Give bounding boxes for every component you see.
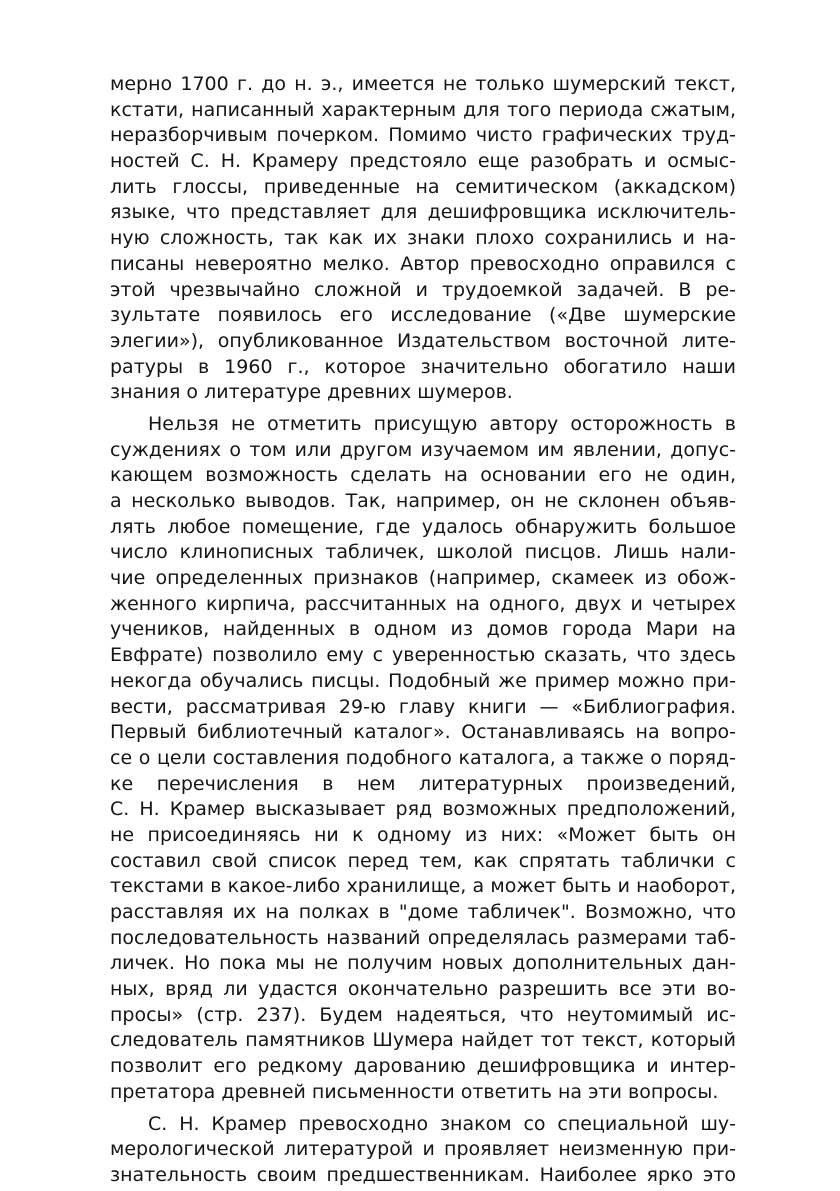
page-text xyxy=(110,72,736,1189)
text-line: претатора древней письменности ответить на эти вопросы. xyxy=(110,1080,719,1103)
text-line: ратуры в 1960 г., которое значительно обогатило наши xyxy=(110,355,736,378)
text-line: писаны невероятно мелко. Автор превосходно оправился с xyxy=(110,252,736,275)
text-line: лить глоссы, приведенные на семитическом (аккадском) xyxy=(110,175,736,198)
text-line: последовательность названий определялась размерами таб- xyxy=(110,926,736,949)
text-line: суждениях о том или другом изучаемом им явлении, допус- xyxy=(110,438,736,461)
text-line: С. Н. Крамер превосходно знаком со специальной шу- xyxy=(148,1112,736,1135)
text-line: элегии»), опубликованное Издательством восточной лите- xyxy=(110,329,736,352)
text-line: С. Н. Крамер высказывает ряд возможных предположений, xyxy=(110,798,736,821)
text-line: а несколько выводов. Так, например, он не склонен объяв- xyxy=(110,490,736,512)
text-line: ных, вряд ли удастся окончательно разрешить все эти во- xyxy=(110,978,736,1001)
text-line: ностей С. Н. Крамеру предстояло еще разобрать и осмыс- xyxy=(110,150,736,173)
text-line: некогда обучались писцы. Подобный же пример можно при- xyxy=(110,669,736,692)
text-line: Евфрате) позволило ему с уверенностью сказать, что здесь xyxy=(110,644,736,667)
text-line: ке перечисления в нем литературных произведений, xyxy=(110,772,736,795)
text-line: Первый библиотечный каталог». Останавливаясь на вопро- xyxy=(110,721,736,744)
text-line: следователь памятников Шумера найдет тот текст, который xyxy=(110,1029,736,1052)
text-line: знания о литературе древних шумеров. xyxy=(110,381,513,404)
text-line: ную сложность, так как их знаки плохо сохранились и на- xyxy=(110,227,736,250)
text-line: зультате появилось его исследование («Две шумерские xyxy=(110,304,736,327)
text-line: расставляя их на полках в "доме табличек". Возможно, что xyxy=(110,901,736,923)
text-line: женного кирпича, рассчитанных на одного, двух и четырех xyxy=(110,592,736,615)
text-line: кстати, написанный характерным для того периода сжатым, xyxy=(110,98,736,121)
paragraph xyxy=(110,72,736,406)
paragraph xyxy=(110,412,736,1106)
text-line: языке, что представляет для дешифровщика исключитель- xyxy=(110,201,736,224)
text-line: учеников, найденных в одном из домов города Мари на xyxy=(110,618,736,641)
text-line: этой чрезвычайно сложной и трудоемкой задачей. В ре- xyxy=(110,278,736,301)
text-line: кающем возможность сделать на основании его не один, xyxy=(110,464,736,487)
text-line: просы» (стр. 237). Будем надеяться, что неутомимый ис- xyxy=(110,1003,736,1026)
text-line: мерологической литературой и проявляет неизменную при- xyxy=(110,1138,736,1161)
text-line: текстами в какое-либо хранилище, а может быть и наоборот, xyxy=(110,875,736,898)
text-line: Нельзя не отметить присущую автору осторожность в xyxy=(148,412,736,435)
text-line: лять любое помещение, где удалось обнаружить большое xyxy=(110,515,736,538)
paragraph xyxy=(110,1112,736,1189)
text-line: позволит его редкому дарованию дешифровщика и интер- xyxy=(110,1055,736,1078)
text-line: личек. Но пока мы не получим новых дополнительных дан- xyxy=(110,952,736,975)
text-line: неразборчивым почерком. Помимо чисто графических труд- xyxy=(110,124,736,147)
text-line: составил свой список перед тем, как спрятать таблички с xyxy=(110,849,736,872)
text-line: се о цели составления подобного каталога, а также о поряд- xyxy=(110,746,736,769)
text-line: чие определенных признаков (например, скамеек из обож- xyxy=(110,567,736,590)
text-line: знательность своим предшественникам. Наиболее ярко это xyxy=(110,1163,736,1186)
text-line: мерно 1700 г. до н. э., имеется не только шумерский текст, xyxy=(110,73,736,95)
text-line: не присоединяясь ни к одному из них: «Может быть он xyxy=(110,823,736,846)
text-line: число клинописных табличек, школой писцов. Лишь нали- xyxy=(110,541,736,564)
text-line: вести, рассматривая 29-ю главу книги — «Библиография. xyxy=(110,695,736,718)
